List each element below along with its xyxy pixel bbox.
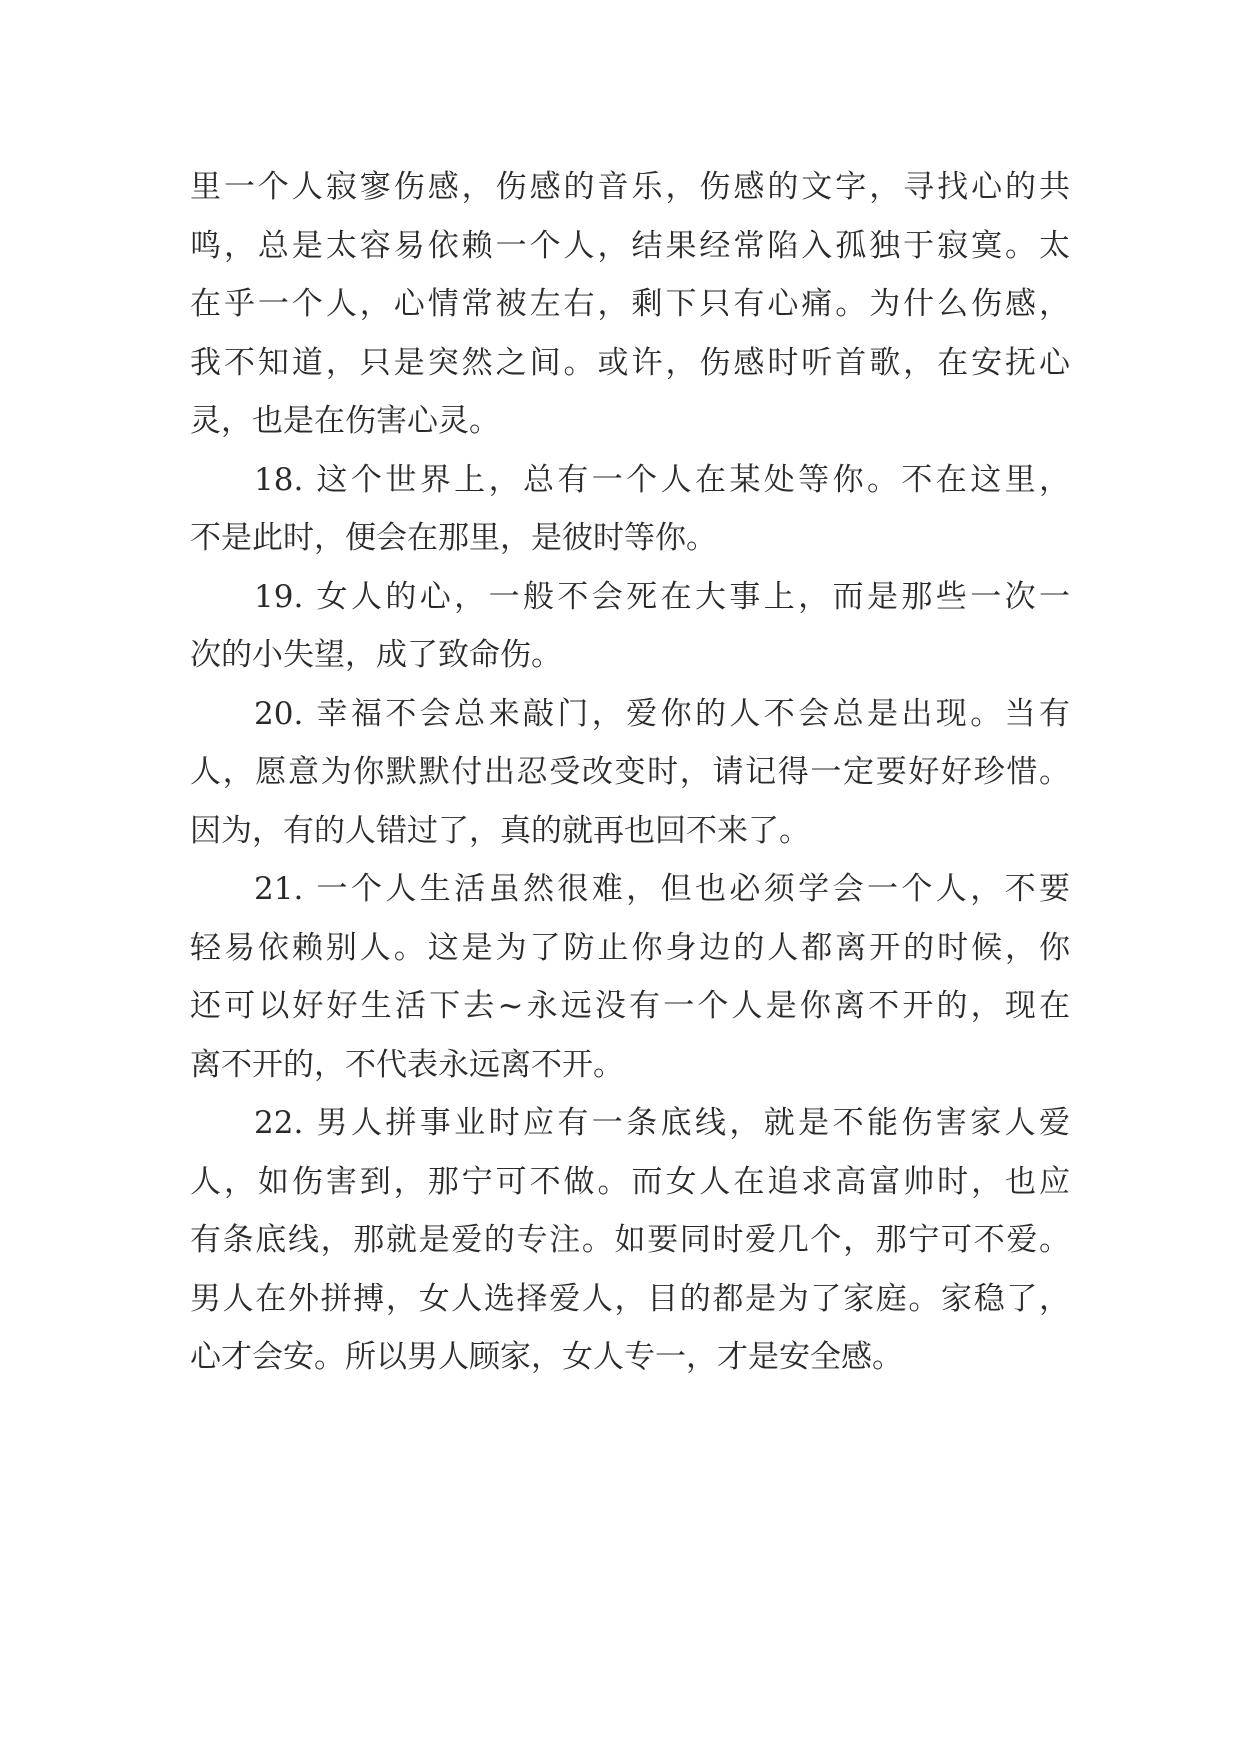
text-line: 18. 这个世界上，总有一个人在某处等你。不在这里， (254, 461, 1070, 498)
text-line: 人，如伤害到，那宁可不做。而女人在追求高富帅时，也应 (190, 1163, 1070, 1200)
text-line: 有条底线，那就是爱的专注。如要同时爱几个，那宁可不爱。 (190, 1222, 1070, 1258)
paragraph-19 (190, 568, 1070, 685)
text-line: 鸣，总是太容易依赖一个人，结果经常陷入孤独于寂寞。太 (190, 227, 1070, 264)
paragraph-continuation (190, 158, 1070, 451)
text-line: 还可以好好生活下去~永远没有一个人是你离不开的，现在 (190, 988, 1070, 1024)
paragraph-21 (190, 860, 1070, 1094)
text-line: 男人在外拼搏，女人选择爱人，目的都是为了家庭。家稳了， (190, 1280, 1070, 1317)
text-line: 人，愿意为你默默付出忍受改变时，请记得一定要好好珍惜。 (190, 754, 1070, 790)
text-line: 心才会安。所以男人顾家，女人专一，才是安全感。 (190, 1339, 903, 1375)
text-line: 20. 幸福不会总来敲门，爱你的人不会总是出现。当有 (254, 695, 1070, 732)
text-line: 灵，也是在伤害心灵。 (190, 403, 500, 439)
text-line: 离不开的，不代表永远离不开。 (190, 1046, 624, 1083)
text-line: 不是此时，便会在那里，是彼时等你。 (190, 520, 717, 556)
text-line: 轻易依赖别人。这是为了防止你身边的人都离开的时候，你 (190, 929, 1070, 966)
text-line: 里一个人寂寥伤感，伤感的音乐，伤感的文字，寻找心的共 (190, 169, 1070, 205)
paragraph-20 (190, 685, 1070, 861)
text-line: 次的小失望，成了致命伤。 (190, 637, 562, 673)
text-line: 我不知道，只是突然之间。或许，伤感时听首歌，在安抚心 (190, 344, 1070, 381)
paragraph-18 (190, 451, 1070, 568)
text-line: 19. 女人的心，一般不会死在大事上，而是那些一次一 (254, 578, 1070, 615)
document-body (190, 158, 1070, 1387)
text-line: 因为，有的人错过了，真的就再也回不来了。 (190, 812, 810, 849)
text-line: 在乎一个人，心情常被左右，剩下只有心痛。为什么伤感， (190, 286, 1070, 322)
paragraph-22 (190, 1094, 1070, 1387)
text-line: 21. 一个人生活虽然很难，但也必须学会一个人，不要 (254, 871, 1070, 907)
text-line: 22. 男人拼事业时应有一条底线，就是不能伤害家人爱 (254, 1105, 1070, 1141)
